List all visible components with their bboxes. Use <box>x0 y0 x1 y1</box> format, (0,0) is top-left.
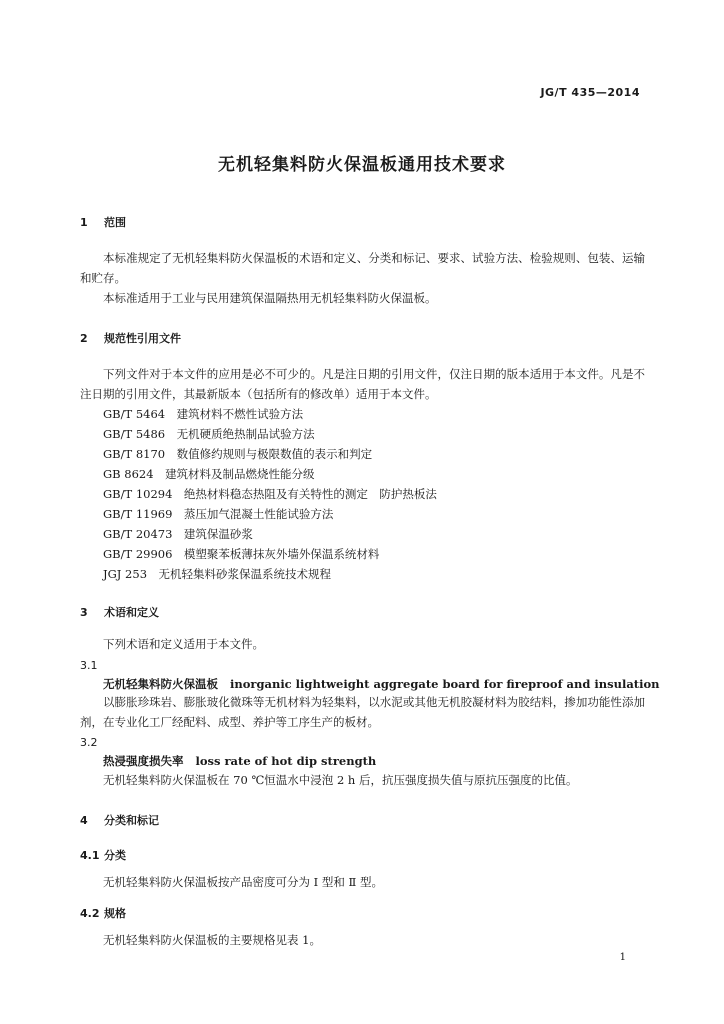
subsection-4-2-text: 无机轻集料防火保温板的主要规格见表 1。 <box>103 933 321 947</box>
document-title: 无机轻集料防火保温板通用技术要求 <box>218 155 506 175</box>
section-title: 术语和定义 <box>104 606 159 619</box>
reference-item <box>103 444 372 464</box>
reference-name: 建筑材料及制品燃烧性能分级 <box>165 467 315 481</box>
reference-item <box>103 504 333 524</box>
reference-code: GB/T 10294 <box>103 487 173 501</box>
reference-item <box>103 404 303 424</box>
section-4-heading <box>80 812 159 828</box>
reference-code: GB/T 8170 <box>103 447 166 461</box>
subsection-title: 规格 <box>104 907 126 920</box>
subsection-4-1-heading <box>80 847 126 863</box>
term-number: 3.1 <box>80 659 98 672</box>
term-number: 3.2 <box>80 736 98 749</box>
term-chinese: 热浸强度损失率 <box>103 754 184 768</box>
reference-name: 无机轻集料砂浆保温系统技术规程 <box>158 567 332 581</box>
section-number: 4 <box>80 814 88 827</box>
term-english: loss rate of hot dip strength <box>195 754 377 768</box>
section-3-intro: 下列术语和定义适用于本文件。 <box>103 637 264 651</box>
reference-item <box>103 424 315 444</box>
reference-code: GB/T 5486 <box>103 427 166 441</box>
reference-item <box>103 484 437 504</box>
term-chinese: 无机轻集料防火保温板 <box>103 677 218 691</box>
section-number: 2 <box>80 332 88 345</box>
subsection-number: 4.2 <box>80 907 100 920</box>
subsection-number: 4.1 <box>80 849 100 862</box>
section-3-heading <box>80 604 159 620</box>
reference-code: GB/T 11969 <box>103 507 173 521</box>
term-english: inorganic lightweight aggregate board for fireproof and insulation <box>230 677 660 691</box>
reference-item <box>103 564 331 584</box>
section-number: 3 <box>80 606 88 619</box>
reference-item <box>103 464 315 484</box>
reference-item <box>103 524 253 544</box>
subsection-title: 分类 <box>104 849 126 862</box>
section-1-heading <box>80 214 126 230</box>
reference-name: 建筑保温砂浆 <box>183 527 253 541</box>
term-definition: 以膨胀珍珠岩、膨胀玻化微珠等无机材料为轻集料，以水泥或其他无机胶凝材料为胶结料，掺加功能性添加剂，在专业化工厂经配料、成型、养护等工序生产的板材。 <box>80 695 645 729</box>
reference-name: 模塑聚苯板薄抹灰外墙外保温系统材料 <box>183 547 380 561</box>
section-1-paragraph-2: 本标准适用于工业与民用建筑保温隔热用无机轻集料防火保温板。 <box>103 291 437 305</box>
reference-code: GB/T 20473 <box>103 527 173 541</box>
reference-name: 数值修约规则与极限数值的表示和判定 <box>176 447 373 461</box>
reference-code: GB 8624 <box>103 467 154 481</box>
subsection-4-2-heading <box>80 905 126 921</box>
section-number: 1 <box>80 216 88 229</box>
term-heading <box>103 676 660 692</box>
section-title: 范围 <box>104 216 126 229</box>
section-title: 分类和标记 <box>104 814 159 827</box>
section-2-intro: 下列文件对于本文件的应用是必不可少的。凡是注日期的引用文件，仅注日期的版本适用于本文件。凡是不注日期的引用文件，其最新版本（包括所有的修改单）适用于本文件。 <box>80 367 645 401</box>
term-definition: 无机轻集料防火保温板在 70 ℃恒温水中浸泡 2 h 后，抗压强度损失值与原抗压强度的比值。 <box>103 773 578 787</box>
subsection-4-1-text: 无机轻集料防火保温板按产品密度可分为 Ⅰ 型和 Ⅱ 型。 <box>103 875 383 889</box>
term-heading <box>103 753 376 769</box>
reference-name: 无机硬质绝热制品试验方法 <box>176 427 315 441</box>
section-1-paragraph-1: 本标准规定了无机轻集料防火保温板的术语和定义、分类和标记、要求、试验方法、检验规则、包装、运输和贮存。 <box>80 251 645 285</box>
reference-code: JGJ 253 <box>103 567 148 581</box>
reference-name: 绝热材料稳态热阻及有关特性的测定 防护热板法 <box>183 487 437 501</box>
section-2-heading <box>80 330 181 346</box>
reference-item <box>103 544 379 564</box>
section-title: 规范性引用文件 <box>104 332 181 345</box>
reference-name: 建筑材料不燃性试验方法 <box>176 407 304 421</box>
reference-name: 蒸压加气混凝土性能试验方法 <box>183 507 334 521</box>
reference-code: GB/T 29906 <box>103 547 173 561</box>
standard-code: JG/T 435—2014 <box>540 86 640 99</box>
reference-code: GB/T 5464 <box>103 407 166 421</box>
page-number: 1 <box>619 952 626 963</box>
